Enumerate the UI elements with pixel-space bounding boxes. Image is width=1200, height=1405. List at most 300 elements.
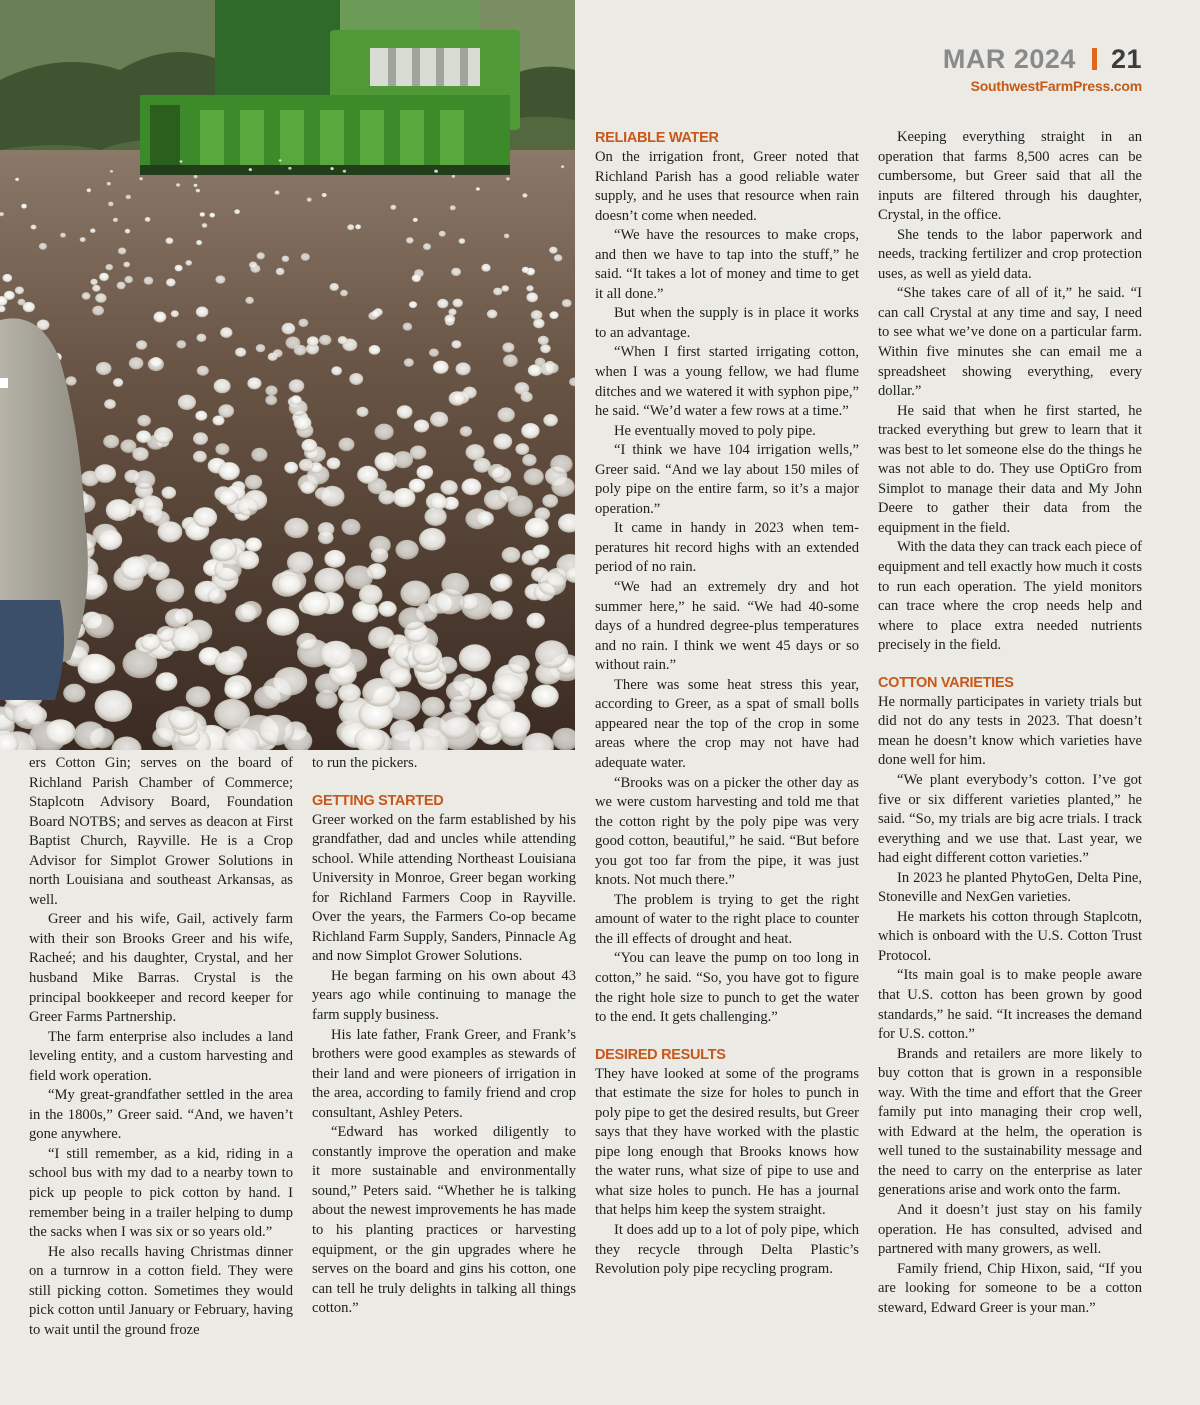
cotton-boll [549,247,557,254]
cotton-boll [522,267,530,273]
cotton-boll [493,434,512,450]
cotton-boll [123,262,130,268]
cotton-boll [200,212,205,217]
paragraph: She tends to the labor paperwork and needs, tracking fertilizer and crop protection uses, as well as yield data. [878,226,1142,282]
cotton-boll [297,633,318,651]
cotton-boll [390,205,396,210]
cotton-boll [439,231,446,237]
cotton-boll [132,447,148,461]
cotton-boll [320,486,344,507]
cotton-boll [118,248,126,255]
cotton-boll [452,175,456,178]
cotton-boll [282,323,296,335]
cotton-boll [375,424,394,440]
cotton-boll [521,392,533,402]
cotton-boll [301,591,330,615]
article-column-4 [878,128,1142,1318]
cotton-boll [417,465,434,479]
section-heading: DESIRED RESULTS [595,1046,726,1063]
cotton-boll [288,167,291,170]
cotton-boll [349,373,363,385]
cotton-boll [446,681,471,702]
cotton-boll [357,466,378,484]
cotton-boll [540,363,555,376]
cotton-boll [95,690,132,722]
cotton-boll [154,427,173,443]
cotton-boll [371,310,380,318]
cotton-boll [440,480,457,495]
cotton-boll [398,607,425,630]
paragraph: He eventually moved to poly pipe. [614,422,816,439]
cotton-boll [531,310,543,320]
cotton-boll [113,218,118,222]
cotton-boll [504,234,510,239]
cotton-boll [215,275,225,283]
cotton-boll [438,711,471,739]
cotton-boll [466,444,485,460]
cotton-boll [397,405,413,418]
cotton-boll [307,198,312,202]
cotton-boll [526,285,533,291]
cotton-boll [185,260,192,266]
cotton-boll [157,626,176,642]
cotton-boll [218,489,238,506]
cotton-boll [290,395,301,405]
cotton-boll [171,626,201,651]
cotton-boll [120,558,147,581]
cotton-boll [343,170,347,173]
cotton-boll [481,264,490,272]
page-folio [943,44,1142,94]
cotton-boll [209,213,215,218]
cotton-boll [85,614,114,639]
cotton-boll [279,159,282,162]
cotton-boll [107,182,111,186]
cotton-boll [176,340,186,348]
cotton-boll [249,168,252,171]
cotton-boll [287,552,313,574]
cotton-boll [448,309,456,316]
cotton-boll [90,279,97,285]
cotton-boll [462,478,482,495]
cotton-boll [247,377,261,389]
cotton-boll [487,310,498,319]
cotton-boll [154,312,167,323]
cotton-boll [502,342,514,352]
cotton-boll [423,243,431,250]
cotton-boll [129,357,144,369]
cotton-boll [521,423,539,439]
cotton-boll [235,604,257,623]
cotton-boll [340,290,348,297]
cotton-boll [98,530,122,551]
paragraph: Greer and his wife, Gail, actively farm with their son Brooks Greer and his wife, Racheé; and his daughter, Crystal, and her husband Mike Barras. Crystal is the principal bookkeeper and record keeper for Greer Farms Partnership. [29,911,293,1026]
cotton-boll [99,273,109,281]
cotton-boll [63,684,85,703]
cotton-boll [256,344,266,352]
cotton-boll [39,243,47,250]
cotton-boll [409,301,417,308]
cotton-boll [475,720,499,740]
cotton-boll [400,581,430,607]
paragraph: He normally participates in variety trials but did not do any tests in 2023. That doesn’t mean he doesn’t know which varieties have done well for him. [878,693,1142,769]
cotton-boll [419,528,446,551]
paragraph: “I still remember, as a kid, riding in a school bus with my dad to a nearby town to pick up people to pick cotton by hand. I remember being in a trailer helping to dump the sacks when I was six or so years old.” [29,1145,293,1241]
cotton-boll [499,486,518,503]
cotton-boll [213,415,225,425]
paragraph: “We have the resources to make crops, and then we have to tap into the stuff,” he said. “It takes a lot of money and time to get it all done.” [595,227,859,302]
cotton-boll [526,292,538,302]
cotton-boll [245,475,262,490]
paragraph: “When I first started irrigating cotton, when I was a young fellow, we had flume ditches and we watered it with syphon pipe,” he said. “We’d water a few rows at a time.” [595,344,859,420]
cotton-boll [202,223,208,228]
cotton-boll [265,395,277,405]
cotton-boll [144,277,154,285]
paragraph: There was some heat stress this year, according to Greer, as a spat of small bolls appeared near the top of the crop in some areas where the crop may not have had adequate water. [595,676,859,771]
cotton-boll [105,264,113,270]
paragraph: “Brooks was on a picker the other day as we were custom harvesting and told me that the cotton right by the poly pipe was very good cotton, beautiful,” he said. “But before you got too far from the pipe, it was just knots. Not much there.” [595,774,859,889]
cotton-boll [122,649,157,679]
cotton-boll [298,319,308,327]
cotton-boll [378,601,396,617]
cotton-boll [15,287,24,295]
cotton-boll [522,193,527,197]
cotton-boll [124,276,133,283]
cotton-boll [476,511,494,526]
cotton-boll [388,668,412,688]
cotton-boll [208,588,227,604]
cotton-field-illustration [0,0,575,750]
cotton-boll [300,481,315,494]
cotton-boll [196,334,206,342]
cotton-boll [137,415,151,427]
cotton-boll [180,160,183,163]
cotton-boll [561,165,564,168]
cotton-boll [194,184,198,187]
cotton-boll [265,386,277,396]
cotton-boll [148,357,164,371]
cotton-boll [2,274,12,282]
cotton-boll [31,225,37,230]
cotton-boll [294,416,312,431]
cotton-boll [453,299,463,308]
cotton-boll [524,468,544,485]
cotton-boll [540,344,551,353]
cotton-boll [224,680,246,699]
cotton-boll [275,191,280,195]
cotton-boll [449,391,466,405]
cotton-boll [347,224,354,230]
cotton-boll [324,550,345,568]
paragraph: But when the supply is in place it works to an advantage. [595,305,859,341]
cotton-boll [196,307,209,318]
section-heading: GETTING STARTED [312,792,444,809]
cotton-boll [286,337,301,350]
cotton-boll [143,506,163,523]
cotton-boll [302,439,318,452]
cotton-boll [371,548,388,563]
paragraph: Greer worked on the farm established by his grandfather, dad and uncles while attending school. While attending Northeast Louisiana University in Monroe, Greer began working for Richland Farmers Coop in Rayville. Over the years, the Farmers Co-op became Richland Farm Supply, Sanders, Pinnacle Ag and now Simplot Grower Solutions. [312,811,576,965]
cotton-boll [532,685,559,708]
cotton-boll [218,462,239,480]
cotton-boll [319,335,331,346]
cotton-boll [442,573,470,596]
cotton-boll [156,672,178,691]
cotton-boll [94,464,116,483]
cotton-boll [284,518,308,538]
cotton-boll [314,568,343,593]
cotton-boll [378,490,395,504]
cotton-boll [147,561,169,580]
cotton-boll [515,443,529,455]
cotton-boll [74,721,106,749]
paragraph: “I think we have 104 irrigation wells,” Greer said. “And we lay about 150 miles of poly pipe on the entire farm, so it’s a major operation.” [595,442,859,517]
cotton-boll [15,178,19,181]
page-number: 21 [1110,44,1142,74]
cotton-boll [18,299,26,306]
cotton-boll [82,292,91,300]
cotton-boll [220,327,232,338]
cotton-boll [158,521,183,542]
cotton-boll [108,202,114,207]
cotton-boll [214,558,242,581]
cotton-boll [193,507,217,527]
cotton-boll [156,578,184,602]
cotton-boll [404,358,414,367]
cotton-boll [562,299,572,307]
cotton-boll [450,205,456,210]
article-column-1 [29,754,293,1340]
cotton-boll [126,195,131,200]
paragraph: It came in handy in 2023 when temperatures hit record highs with an extended period of no rain. [595,520,859,576]
cotton-boll [215,651,244,675]
cotton-boll [96,362,112,375]
cotton-boll [273,349,283,357]
cotton-boll [110,170,113,173]
cotton-boll [501,285,509,292]
cotton-boll [506,177,510,180]
cotton-boll [320,641,353,669]
cotton-boll [257,252,265,259]
paragraph: “Edward has worked diligently to constantly improve the operation and make it more sustainable and environmentally sound,” Peters said. “Whether he is talking about the newest improvements he has made to his planting practices or harvesting equipment, or the gin upgrades where he serves on the board and gins his cotton, one can tell he truly delights in talking all things cotton.” [312,1124,576,1317]
cotton-boll [542,494,558,507]
cotton-boll [493,574,513,591]
cotton-boll [451,268,461,276]
cotton-boll [136,340,147,350]
cotton-boll [162,487,177,499]
cotton-boll [131,498,146,511]
cotton-boll [488,464,506,479]
paragraph: And it doesn’t just stay on his family operation. He has consulted, advised and partnered with many growers, as well. [878,1201,1142,1258]
cotton-boll [508,655,530,674]
cotton-boll [171,310,179,317]
cotton-boll [139,177,143,180]
cotton-boll [493,288,502,296]
cotton-boll [215,443,229,455]
cotton-boll [196,240,202,245]
cotton-boll [342,519,361,535]
website-url[interactable]: SouthwestFarmPress.com [970,78,1142,94]
paragraph: “Its main goal is to make people aware that U.S. cotton has been grown by good standards,” he said. “It increases the demand for U.S. cotton.” [878,967,1142,1043]
cotton-boll [299,459,314,471]
cotton-boll [476,187,480,191]
folio-divider [1092,48,1097,70]
cotton-boll [430,412,448,427]
cotton-boll [434,170,438,173]
cotton-boll [403,323,413,331]
cotton-boll [245,538,262,552]
cotton-boll [538,572,566,596]
cotton-boll [106,499,132,521]
cotton-boll [412,274,421,282]
cotton-boll [413,218,418,222]
cotton-boll [80,237,86,242]
cotton-boll [276,268,285,276]
paragraph: He markets his cotton through Staplcotn, which is onboard with the U.S. Cotton Trust Protocol. [878,908,1142,964]
cotton-boll [331,366,342,375]
cotton-boll [214,379,231,393]
cotton-boll [4,291,15,300]
cotton-boll [194,175,198,178]
cotton-boll [318,531,334,544]
cotton-boll [113,378,123,387]
cotton-boll [498,712,531,740]
paragraph: to run the pickers. [312,755,418,771]
cotton-boll [175,265,183,272]
cotton-boll [460,426,472,437]
cotton-boll [330,283,339,291]
cotton-boll [338,683,361,702]
cotton-boll [234,209,240,214]
paragraph: In 2023 he planted PhytoGen, Delta Pine, Stoneville and NexGen varieties. [878,869,1142,906]
cotton-boll [21,204,27,209]
cotton-boll [368,626,394,648]
cotton-boll [355,224,361,229]
cotton-boll [90,228,96,233]
cotton-boll [267,608,299,636]
cotton-boll [178,395,196,410]
cotton-boll [451,340,461,348]
cotton-boll [235,348,246,357]
cotton-boll [197,366,209,376]
cotton-boll [92,285,100,292]
cotton-boll [307,336,319,346]
cotton-boll [166,238,174,245]
cotton-boll [437,299,448,309]
cotton-boll [145,217,151,222]
paragraph: ers Cotton Gin; serves on the board of Richland Parish Chamber of Commerce; Staplcotn Advisory Board, Foundation Board NOTBS; and serves as deacon at First Baptist Church, Rayville. He is a Crop Advisor for Simplot Grower Solutions in north Louisiana and southeast Arkansas, as well. [29,755,293,908]
paragraph: Keeping everything straight in an operation that farms 8,500 acres can be cumbersome, but Greer said that all the inputs are filtered through his daughter, Crystal, in the office. [878,129,1142,224]
cotton-boll [166,278,176,286]
cotton-boll [13,702,45,729]
cotton-boll [125,229,131,234]
paragraph: “We had an extremely dry and hot summer here,” he said. “We had 40-some days of a hundred degree-plus temperatures and no rain. I think we went 45 days or so without rain.” [595,579,859,674]
cotton-boll [330,167,333,170]
cotton-boll [45,719,76,745]
article-column-2 [312,754,576,1319]
cotton-boll [406,237,414,243]
paragraph: He said that when he first started, he tracked everything but grew to learn that it was best to let someone else do the things he was not able to do. They use OptiGro from Simplot to manage their data and My John Deere to gather their data from the equipment in the field. [878,402,1142,536]
cotton-boll [430,495,447,510]
paragraph: With the data they can track each piece of equipment and tell exactly how much it costs to run each operation. The yield monitors can trace where the crop needs help and where to place extra needed nutrients precisely in the field. [878,539,1142,654]
cotton-boll [412,643,439,666]
cotton-boll [409,479,425,493]
cotton-boll [218,404,234,417]
paragraph: “We plant everybody’s cotton. I’ve got five or six different varieties planted,” he said. “So, my trials are big acre trials. I track everything and we use that. Last year, we had eight different cotton varieties.” [878,771,1142,867]
cotton-boll [369,345,381,355]
cotton-boll [210,538,237,561]
cotton-boll [490,601,513,620]
cotton-boll [503,354,518,367]
cotton-boll [498,407,515,422]
paragraph: Family friend, Chip Hixon, said, “If you are looking for someone to be a cotton steward, Edward Greer is your man.” [878,1260,1142,1316]
paragraph: He also recalls having Christmas dinner on a turnrow in a cotton field. They were still picking cotton. Sometimes they would pick cotton until January or February, having to wait until the ground froze [29,1243,293,1338]
cotton-boll [289,379,305,392]
paragraph: His late father, Frank Greer, and Frank’s brothers were good examples as stewards of their land and were pioneers of irrigation in the area, according to family friend and crop consultant, Ashley Peters. [312,1026,576,1121]
cotton-boll [396,540,419,560]
cotton-boll [186,686,211,707]
cotton-boll [444,315,455,324]
paragraph: Brands and retailers are more likely to buy cotton that is grown in a responsible way. With the time and effort that the Greer family put into managing their crop well, with Edward at the helm, the operation is well tuned to the sustainability message and the need to carry on the enterprise as later generations arise and work onto the farm. [878,1045,1142,1199]
cotton-boll [425,507,447,526]
cotton-boll [237,498,259,516]
cotton-boll [527,613,545,629]
cotton-boll [421,697,444,717]
cotton-boll [532,545,549,560]
cotton-boll [124,470,140,483]
paragraph: “You can leave the pump on too long in cotton,” he said. “So, you have got to figure the right hole size to punch to get the water to the end. It gets challenging.” [595,950,859,1026]
cotton-boll [327,458,341,470]
cotton-boll [549,311,558,319]
cotton-boll [525,518,549,538]
cotton-boll [502,547,521,563]
cotton-boll [103,435,119,449]
paragraph: “She takes care of all of it,” he said. “I can call Crystal at any time and say, I need to see what we’ve done on a particular farm. Within five minutes she can email me a spreadsheet showing everything, every dollar.” [878,285,1142,400]
cotton-boll [168,706,196,730]
cotton-boll [193,432,208,445]
cotton-boll [193,451,207,463]
paragraph: The farm enterprise also includes a land leveling entity, and a custom harvesting and field work operation. [29,1028,293,1084]
cotton-boll [87,188,92,192]
cotton-field-photo [0,0,575,750]
cotton-boll [301,253,310,261]
cotton-boll [357,407,369,417]
cotton-boll [551,477,574,497]
cotton-boll [277,574,302,596]
cotton-boll [92,306,104,316]
cotton-boll [95,293,106,303]
cotton-boll [533,319,544,329]
cotton-boll [492,674,524,702]
paragraph: “My great-grandfather settled in the area in the 1800s,” Greer said. “And, we haven’t gone anywhere. [29,1087,293,1143]
section-heading: RELIABLE WATER [595,130,719,146]
cotton-boll [60,233,66,238]
paragraph: The problem is trying to get the right amount of water to the right place to counter the ill effects of drought and heat. [595,891,859,947]
cotton-boll [338,336,348,344]
cotton-boll [522,454,536,466]
paragraph: On the irrigation front, Greer noted that Richland Parish has a good reliable water supply, and he uses that resource when rain doesn’t come when needed. [595,149,859,224]
cotton-boll [459,644,491,671]
cotton-boll [538,336,549,345]
cotton-boll [554,254,563,261]
cotton-boll [104,399,116,409]
paragraph: It does add up to a lot of poly pipe, which they recycle through Delta Plastic’s Revolution poly pipe recycling program. [595,1221,859,1278]
cotton-boll [176,183,180,187]
cotton-boll [543,414,558,426]
cotton-boll [282,256,290,262]
cotton-boll [78,654,113,684]
cotton-boll [429,349,439,357]
